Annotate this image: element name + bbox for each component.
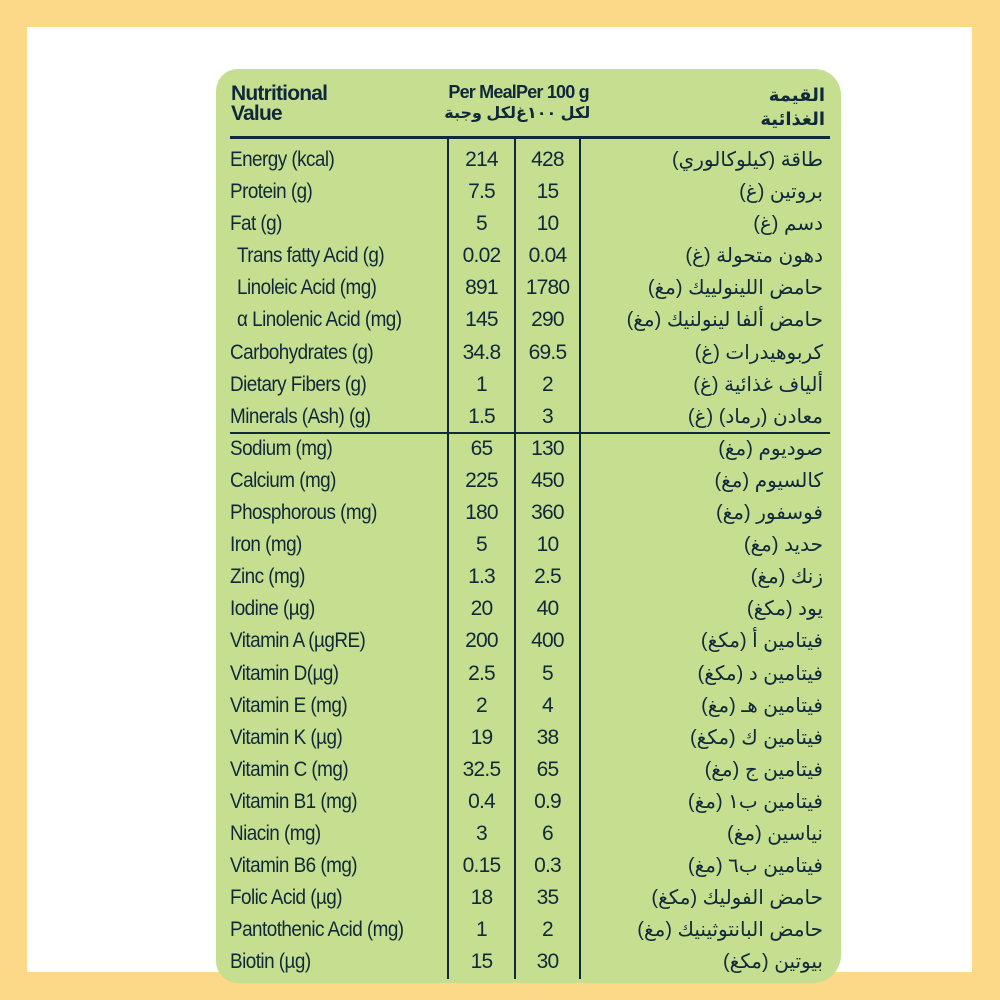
- nutrient-name-en: Energy (kcal): [230, 148, 335, 171]
- table-row: [216, 593, 841, 625]
- per-meal-value: 5: [476, 533, 487, 557]
- header-label-en: [231, 84, 327, 124]
- nutrient-name-ar: بيوتين (مكغ): [722, 951, 823, 974]
- nutrient-name-ar: دسم (غ): [753, 213, 823, 236]
- per-100g-value: 30: [536, 950, 559, 974]
- header-label-ar-line1: القيمة: [768, 85, 825, 105]
- nutrition-table-panel: [216, 69, 841, 983]
- nutrient-name-en: Dietary Fibers (g): [230, 372, 367, 396]
- table-row: [216, 561, 841, 593]
- table-row: [216, 658, 841, 690]
- nutrient-name-en: Iron (mg): [230, 533, 302, 557]
- per-100g-value: 2.5: [534, 565, 561, 589]
- per-100g-value: 10: [536, 533, 559, 557]
- header-per-meal-en: Per Meal: [448, 82, 516, 102]
- table-row: [216, 208, 841, 240]
- nutrient-name-ar: فيتامين د (مكغ): [697, 662, 823, 685]
- nutrient-name-ar: صوديوم (مغ): [718, 437, 823, 460]
- nutrient-name-en: Trans fatty Acid (g): [237, 244, 385, 268]
- per-meal-value: 180: [465, 501, 498, 525]
- nutrient-name-ar: كالسيوم (مغ): [714, 469, 823, 492]
- nutrient-name-en: Iodine (µg): [230, 597, 315, 621]
- nutrient-name-en: Calcium (mg): [230, 468, 336, 492]
- nutrient-name-en: Vitamin C (mg): [230, 757, 349, 781]
- table-row: [216, 786, 841, 818]
- nutrient-name-en: Niacin (mg): [230, 821, 321, 845]
- table-row: [216, 465, 841, 497]
- table-row: [216, 882, 841, 914]
- nutrient-name-ar: فيتامين ب١ (مغ): [687, 790, 823, 813]
- per-meal-value: 1: [476, 372, 487, 396]
- header-label-en-line2: Value: [231, 102, 282, 125]
- per-100g-value: 5: [542, 661, 553, 685]
- table-row: [216, 818, 841, 850]
- table-row: [216, 946, 841, 978]
- table-row: [216, 722, 841, 754]
- nutrient-name-ar: فيتامين ك (مكغ): [689, 726, 823, 749]
- nutrient-name-ar: فيتامين ب٦ (مغ): [687, 855, 823, 878]
- per-100g-value: 0.04: [528, 244, 567, 268]
- per-100g-value: 2: [542, 372, 553, 396]
- nutrient-name-en: Vitamin D(µg): [230, 661, 339, 685]
- per-100g-value: 0.3: [534, 854, 561, 878]
- table-row: [216, 529, 841, 561]
- table-row: [216, 690, 841, 722]
- header-per-100g: [516, 81, 596, 125]
- table-row: [216, 176, 841, 208]
- per-meal-value: 145: [465, 308, 498, 332]
- per-100g-value: 450: [531, 468, 564, 492]
- header-per-meal: [426, 81, 516, 125]
- per-meal-value: 225: [465, 468, 498, 492]
- nutrient-name-ar: حامض اللينولييك (مغ): [647, 277, 823, 300]
- table-row: [216, 144, 841, 176]
- nutrient-name-ar: كربوهيدرات (غ): [694, 341, 823, 364]
- nutrient-name-en: Vitamin A (µgRE): [230, 629, 366, 653]
- header-per-meal-ar: لكل وجبة: [444, 105, 516, 122]
- table-row: [216, 337, 841, 369]
- per-100g-value: 130: [531, 436, 564, 460]
- per-meal-value: 0.02: [462, 244, 501, 268]
- nutrient-name-en: Pantothenic Acid (mg): [230, 918, 404, 942]
- per-meal-value: 19: [470, 725, 493, 749]
- nutrient-name-ar: حامض الفوليك (مكغ): [651, 887, 823, 910]
- nutrient-name-en: Carbohydrates (g): [230, 340, 374, 364]
- table-row: [216, 272, 841, 304]
- nutrient-name-ar: يود (مكغ): [746, 598, 823, 621]
- per-meal-value: 7.5: [468, 180, 495, 204]
- nutrient-name-en: Vitamin B6 (mg): [230, 854, 358, 878]
- per-meal-value: 0.15: [462, 854, 501, 878]
- nutrient-name-en: Linoleic Acid (mg): [237, 276, 377, 300]
- table-row: [216, 497, 841, 529]
- nutrient-name-ar: زنك (مغ): [750, 566, 823, 589]
- table-row: [216, 850, 841, 882]
- per-100g-value: 40: [536, 597, 559, 621]
- per-meal-value: 2.5: [468, 661, 495, 685]
- per-meal-value: 2: [476, 693, 487, 717]
- per-meal-value: 200: [465, 629, 498, 653]
- nutrient-name-en: α Linolenic Acid (mg): [237, 308, 402, 332]
- per-100g-value: 290: [531, 308, 564, 332]
- per-100g-value: 6: [542, 821, 553, 845]
- nutrient-name-en: Vitamin B1 (mg): [230, 789, 358, 813]
- per-100g-value: 10: [536, 212, 559, 236]
- per-100g-value: 360: [531, 501, 564, 525]
- per-100g-value: 400: [531, 629, 564, 653]
- table-row: [216, 369, 841, 401]
- per-meal-value: 1.5: [468, 404, 495, 428]
- per-meal-value: 18: [470, 886, 493, 910]
- table-row: [216, 914, 841, 946]
- per-100g-value: 38: [536, 725, 559, 749]
- header-divider: [230, 136, 830, 139]
- per-100g-value: 3: [542, 404, 553, 428]
- nutrient-name-ar: حديد (مغ): [743, 534, 823, 557]
- table-row: [216, 754, 841, 786]
- nutrient-name-en: Vitamin K (µg): [230, 725, 343, 749]
- nutrient-name-ar: معادن (رماد) (غ): [687, 405, 823, 428]
- per-meal-value: 3: [476, 821, 487, 845]
- nutrient-name-ar: نياسين (مغ): [727, 822, 823, 845]
- table-row: [216, 625, 841, 657]
- per-meal-value: 65: [470, 436, 493, 460]
- nutrient-name-ar: فوسفور (مغ): [716, 502, 823, 525]
- per-100g-value: 0.9: [534, 789, 561, 813]
- nutrient-name-en: Minerals (Ash) (g): [230, 404, 371, 428]
- header-per-100g-ar: لكل ١٠٠غ: [516, 105, 591, 122]
- per-meal-value: 0.4: [468, 789, 495, 813]
- table-row: [216, 304, 841, 336]
- per-100g-value: 15: [536, 180, 559, 204]
- header-label-ar: [760, 83, 825, 131]
- per-100g-value: 35: [536, 886, 559, 910]
- table-body: [216, 144, 841, 978]
- per-100g-value: 428: [531, 148, 564, 171]
- per-meal-value: 20: [470, 597, 493, 621]
- nutrient-name-ar: فيتامين ج (مغ): [704, 758, 823, 781]
- nutrient-name-en: Fat (g): [230, 212, 282, 236]
- image-frame: [27, 27, 972, 972]
- per-100g-value: 69.5: [528, 340, 567, 364]
- per-100g-value: 65: [536, 757, 559, 781]
- nutrient-name-en: Folic Acid (µg): [230, 886, 343, 910]
- nutrient-name-ar: فيتامين أ (مكغ): [700, 630, 823, 653]
- per-meal-value: 214: [465, 148, 498, 171]
- header-per-100g-en: Per 100 g: [516, 82, 589, 102]
- table-row: [216, 433, 841, 465]
- per-meal-value: 1.3: [468, 565, 495, 589]
- nutrient-name-en: Zinc (mg): [230, 565, 305, 589]
- per-100g-value: 4: [542, 693, 553, 717]
- nutrient-name-en: Vitamin E (mg): [230, 693, 348, 717]
- table-row: [216, 401, 841, 433]
- nutrient-name-en: Phosphorous (mg): [230, 501, 377, 525]
- nutrient-name-ar: حامض البانتوثينيك (مغ): [637, 919, 823, 942]
- per-meal-value: 1: [476, 918, 487, 942]
- header-label-ar-line2: الغذائية: [760, 109, 825, 129]
- header-label-en-line1: Nutritional: [231, 82, 328, 105]
- nutrient-name-ar: فيتامين هـ (مغ): [701, 694, 823, 717]
- nutrient-name-ar: حامض ألفا لينولنيك (مغ): [626, 309, 823, 332]
- table-row: [216, 240, 841, 272]
- nutrient-name-en: Sodium (mg): [230, 436, 333, 460]
- per-meal-value: 15: [470, 950, 493, 974]
- per-100g-value: 1780: [525, 276, 570, 300]
- per-meal-value: 891: [465, 276, 498, 300]
- nutrient-name-en: Biotin (µg): [230, 950, 311, 974]
- table-header: [216, 69, 841, 139]
- nutrient-name-ar: طاقة (كيلوكالوري): [671, 149, 823, 171]
- nutrient-name-ar: ألياف غذائية (غ): [693, 373, 823, 396]
- nutrient-name-en: Protein (g): [230, 180, 313, 204]
- per-100g-value: 2: [542, 918, 553, 942]
- per-meal-value: 32.5: [462, 757, 501, 781]
- nutrient-name-ar: دهون متحولة (غ): [685, 245, 823, 268]
- per-meal-value: 5: [476, 212, 487, 236]
- per-meal-value: 34.8: [462, 340, 501, 364]
- nutrient-name-ar: بروتين (غ): [739, 181, 823, 204]
